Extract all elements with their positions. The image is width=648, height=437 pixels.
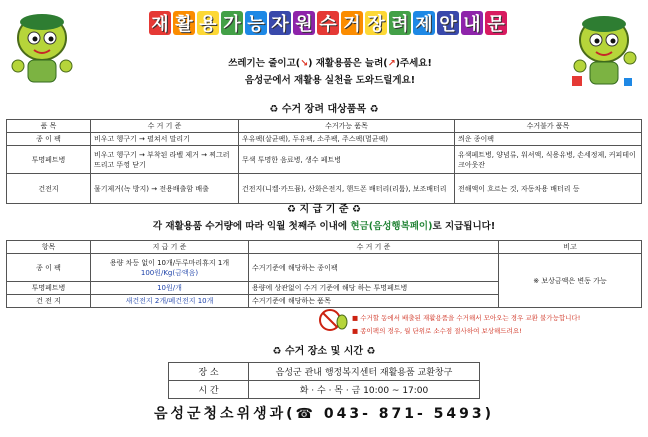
table-cell: 종 이 팩 — [7, 133, 91, 146]
section-title-payment: ♻ 지 급 기 준 ♻ — [287, 204, 361, 215]
no-entry-mascot-icon — [318, 308, 348, 332]
items-table — [6, 119, 642, 204]
table-cell: 수거기준에 해당하는 종이팩 — [249, 254, 499, 282]
table-cell: 새건전지 2개/폐건전지 10개 — [91, 295, 249, 308]
col-header-item: 항목 — [7, 241, 91, 254]
table-cell: 용량에 상관없이 수거 기준에 해당 하는 투명페트병 — [249, 282, 499, 295]
title-char: 장 — [365, 11, 387, 35]
col-header-pay: 지 급 기 준 — [91, 241, 249, 254]
col-header-collect: 수 거 기 준 — [249, 241, 499, 254]
title-char: 안 — [437, 11, 459, 35]
table-cell: 10원/개 — [91, 282, 249, 295]
intro-line-2: 음성군에서 재활용 실천을 도와드릴게요! — [244, 75, 416, 86]
warning-bullet-icon: ■ — [352, 327, 359, 335]
title-char: 가 — [221, 11, 243, 35]
title-char: 문 — [485, 11, 507, 35]
title-char: 려 — [389, 11, 411, 35]
title-char: 제 — [413, 11, 435, 35]
col-header-no: 수거불가 품목 — [455, 120, 642, 133]
table-cell: 무색 투명한 음료병, 생수 페트병 — [239, 146, 455, 174]
col-header-note: 비고 — [499, 241, 642, 254]
table-cell: 비우고 헹구기 → 펼쳐서 말리기 — [91, 133, 239, 146]
col-header-item: 품 목 — [7, 120, 91, 133]
table-cell: 수거기준에 해당하는 품목 — [249, 295, 499, 308]
col-header-criteria: 수 거 기 준 — [91, 120, 239, 133]
table-cell: 용량 차등 없이 10개/두루마리휴지 1개 100원/Kg(금액음) — [91, 254, 249, 282]
table-cell: 건 전 지 — [7, 295, 91, 308]
recycle-mascot-right-image — [568, 10, 640, 90]
warning-bullet-icon: ■ — [352, 314, 359, 322]
title-char: 자 — [269, 11, 291, 35]
title-char: 용 — [197, 11, 219, 35]
footer-contact: 음성군청소위생과(☎ 043- 871- 5493) — [153, 406, 495, 422]
title-char: 내 — [461, 11, 483, 35]
table-cell: 투명페트병 — [7, 146, 91, 174]
intro-line-1: 쓰레기는 줄이고(↘) 재활용품은 늘려(↗)주세요! — [228, 58, 432, 69]
warning-list — [352, 312, 580, 338]
table-cell: 건전지 — [7, 174, 91, 204]
payment-table — [6, 240, 642, 308]
table-cell: 음성군 관내 행정복지센터 재활용품 교환창구 — [249, 363, 480, 381]
location-table — [168, 362, 480, 399]
section-title-items: ♻ 수거 장려 대상품목 ♻ — [269, 104, 379, 115]
table-cell: 씌운 종이팩 — [455, 133, 642, 146]
note-cell: ※ 보상금액은 변동 가능 — [499, 254, 642, 308]
table-cell: 화 · 수 · 목 · 금 10:00 ~ 17:00 — [249, 381, 480, 399]
col-header-ok: 수거가능 품목 — [239, 120, 455, 133]
title-char: 활 — [173, 11, 195, 35]
title-char: 거 — [341, 11, 363, 35]
recycle-mascot-left-image — [6, 8, 78, 88]
table-cell: 우유팩(살균팩), 두유팩, 소주팩, 주스팩(멸균팩) — [239, 133, 455, 146]
table-cell: 투명페트병 — [7, 282, 91, 295]
warning-item: ■ 종이팩의 경우, 월 단위로 소수점 절사하여 보상해드려요! — [352, 327, 522, 335]
section-title-location: ♻ 수거 장소 및 시간 ♻ — [272, 346, 376, 357]
title-char: 재 — [149, 11, 171, 35]
table-cell: 시 간 — [169, 381, 249, 399]
payment-subtitle: 각 재활용품 수거량에 따라 익월 첫째주 이내에 현금(음성행복페이)로 지급됩니다! — [152, 221, 496, 232]
title-char: 원 — [293, 11, 315, 35]
warning-item: ■ 수거할 동에서 배출된 재활용품을 수거해서 모아오는 경우 교환 불가능합니다! — [352, 314, 581, 322]
table-cell: 물기제거(녹 방지) → 전용배출함 배출 — [91, 174, 239, 204]
table-cell: 건전지(니켈·카드뮴), 산화은전지, 핸드폰 배터리(리튬), 보조배터리 — [239, 174, 455, 204]
title-char: 수 — [317, 11, 339, 35]
table-cell: 전해액이 흐르는 것, 자동차용 배터리 등 — [455, 174, 642, 204]
page-title — [88, 10, 568, 36]
table-cell: 종 이 팩 — [7, 254, 91, 282]
title-char: 능 — [245, 11, 267, 35]
table-cell: 장 소 — [169, 363, 249, 381]
table-cell: 비우고 헹구기 → 부착된 라벨 제거 → 찌그러뜨리고 뚜껑 닫기 — [91, 146, 239, 174]
table-cell: 유색페트병, 양념류, 워셔액, 식용유병, 손세정제, 커피테이크아웃잔 — [455, 146, 642, 174]
